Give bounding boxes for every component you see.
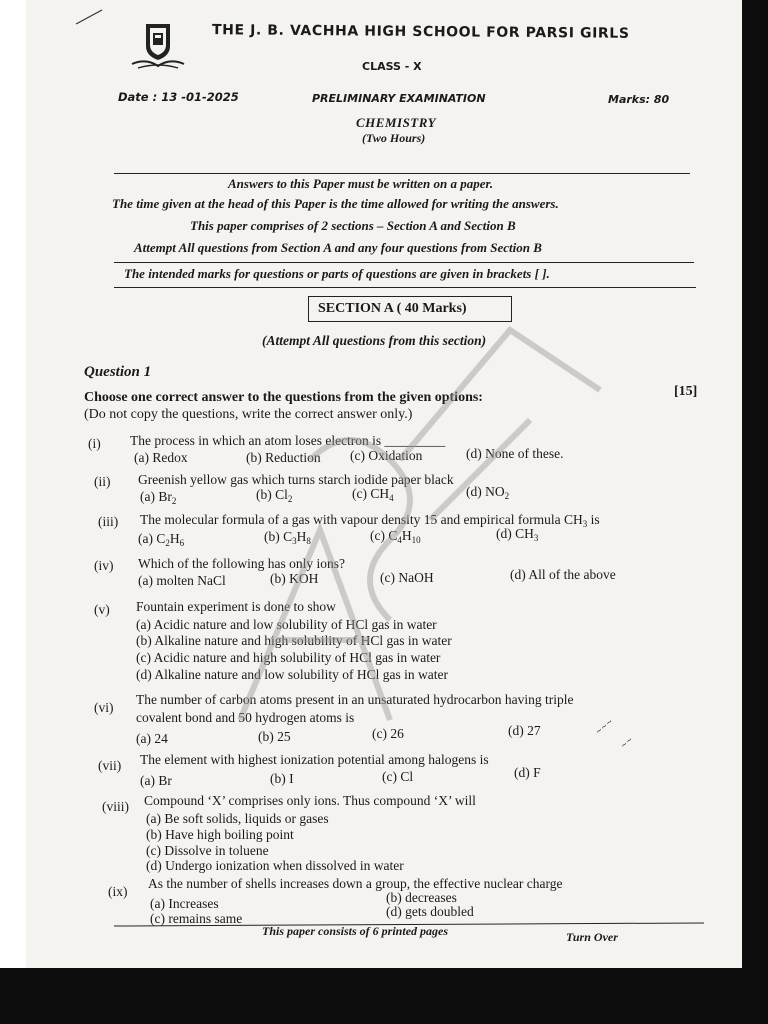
subscript: 2 bbox=[287, 494, 293, 504]
option: (d) None of these. bbox=[466, 446, 564, 461]
item-number: (viii) bbox=[102, 799, 129, 814]
question-title: Question 1 bbox=[84, 364, 152, 380]
exam-name: PRELIMINARY EXAMINATION bbox=[312, 92, 486, 105]
item-stem: The molecular formula of a gas with vapour density 15 and empirical formula $CH_3$ is bbox=[140, 512, 600, 529]
option: (a) Be soft solids, liquids or gases bbox=[146, 811, 329, 826]
subject-title: CHEMISTRY bbox=[356, 115, 437, 130]
option: (a) Increases bbox=[150, 896, 219, 911]
instruction-line: Answers to this Paper must be written on a paper. bbox=[228, 176, 494, 191]
option: (b) Reduction bbox=[246, 450, 321, 465]
option: (a) Br bbox=[140, 773, 172, 788]
option bbox=[466, 484, 509, 501]
item-stem: The process in which an atom loses electron is _________ bbox=[130, 433, 446, 448]
option: (d) F bbox=[514, 765, 541, 780]
option bbox=[140, 489, 176, 506]
turn-over-note: Turn Over bbox=[566, 930, 618, 944]
option: (b) Alkaline nature and high solubility of HCl gas in water bbox=[136, 633, 452, 648]
option: (a) 24 bbox=[136, 731, 168, 746]
subscript: 2 bbox=[504, 491, 510, 501]
exam-date: Date : 13 -01-2025 bbox=[118, 90, 239, 104]
item-number: (vi) bbox=[94, 700, 114, 715]
item-stem: The element with highest ionization potential among halogens is bbox=[140, 752, 489, 767]
option: (c) remains same bbox=[150, 911, 243, 926]
option-text: (d) CH bbox=[496, 526, 534, 541]
option: (a) molten NaCl bbox=[138, 573, 226, 588]
option-text: (b) Cl bbox=[256, 487, 288, 502]
divider bbox=[114, 262, 694, 263]
school-name: THE J. B. VACHHA HIGH SCHOOL FOR PARSI GIRLS bbox=[211, 22, 630, 42]
item-number: (ix) bbox=[108, 884, 128, 899]
question-instruction: Choose one correct answer to the questions from the given options: bbox=[84, 390, 483, 405]
option-text: (c) CH bbox=[352, 486, 390, 501]
option: (d) Undergo ionization when dissolved in water bbox=[146, 858, 404, 873]
section-title: SECTION A ( 40 Marks) bbox=[318, 301, 467, 316]
option-text: (c) C bbox=[370, 528, 398, 543]
option: (b) KOH bbox=[270, 571, 319, 586]
option: (d) gets doubled bbox=[386, 904, 474, 919]
option: (d) 27 bbox=[508, 723, 541, 738]
item-number: (iv) bbox=[94, 558, 114, 573]
item-stem: The number of carbon atoms present in an unsaturated hydrocarbon having triple bbox=[136, 692, 574, 707]
total-marks: Marks: 80 bbox=[608, 93, 670, 106]
question-marks: [15] bbox=[674, 384, 698, 399]
instruction-line: This paper comprises of 2 sections – Section A and Section B bbox=[190, 218, 516, 233]
divider bbox=[114, 173, 690, 174]
exam-duration: (Two Hours) bbox=[362, 131, 426, 145]
option: (b) decreases bbox=[386, 890, 457, 905]
option-text: (a) C bbox=[138, 531, 166, 546]
option: (b) 25 bbox=[258, 729, 291, 744]
item-number: (ii) bbox=[94, 474, 111, 489]
option: (c) NaOH bbox=[380, 570, 434, 585]
section-attempt-note: (Attempt All questions from this section) bbox=[262, 333, 487, 348]
option: (c) $C_4H_{10}$ bbox=[370, 528, 421, 545]
stem-text: is bbox=[587, 512, 600, 527]
option: (b) Have high boiling point bbox=[146, 827, 294, 842]
option: (a) $C_2H_6$ bbox=[138, 531, 185, 548]
option: (a) Redox bbox=[134, 450, 188, 465]
item-stem: Fountain experiment is done to show bbox=[136, 599, 336, 614]
option: (d) Alkaline nature and low solubility of HCl gas in water bbox=[136, 667, 448, 682]
option-text: (a) Br bbox=[140, 489, 172, 504]
option: (c) Dissolve in toluene bbox=[146, 843, 269, 858]
class-label: CLASS - X bbox=[362, 60, 422, 73]
scan-background-bottom bbox=[0, 968, 768, 1024]
item-number: (i) bbox=[88, 436, 101, 451]
item-number: (v) bbox=[94, 602, 110, 617]
item-stem: Greenish yellow gas which turns starch iodide paper black bbox=[138, 472, 454, 487]
pen-mark bbox=[74, 6, 104, 26]
stem-text: The molecular formula of a gas with vapour density 15 and empirical formula CH bbox=[140, 512, 583, 527]
handwritten-note: ~~~ bbox=[593, 716, 615, 737]
option: (c) Acidic nature and high solubility of HCl gas in water bbox=[136, 650, 441, 665]
option-text: (b) C bbox=[264, 529, 293, 544]
option: (d) All of the above bbox=[510, 567, 616, 582]
option: (c) 26 bbox=[372, 726, 404, 741]
divider bbox=[114, 287, 696, 288]
option-text: (d) NO bbox=[466, 484, 505, 499]
option bbox=[256, 487, 292, 504]
option: (c) Oxidation bbox=[350, 448, 423, 463]
option: (c) Cl bbox=[382, 769, 414, 784]
item-stem: Which of the following has only ions? bbox=[138, 556, 345, 571]
item-stem: As the number of shells increases down a group, the effective nuclear charge bbox=[148, 876, 563, 891]
instruction-line: Attempt All questions from Section A and any four questions from Section B bbox=[134, 240, 542, 255]
option: (b) I bbox=[270, 771, 294, 786]
item-number: (vii) bbox=[98, 758, 122, 773]
instruction-line: The intended marks for questions or parts of questions are given in brackets [ ]. bbox=[124, 266, 550, 281]
item-stem: covalent bond and 50 hydrogen atoms is bbox=[136, 710, 355, 725]
school-crest-icon bbox=[128, 20, 188, 72]
option: (a) Acidic nature and low solubility of HCl gas in water bbox=[136, 617, 437, 632]
page-count-note: This paper consists of 6 printed pages bbox=[262, 924, 449, 938]
instruction-line: The time given at the head of this Paper is the time allowed for writing the answers. bbox=[112, 196, 559, 211]
subscript: 2 bbox=[171, 496, 177, 506]
subscript: 4 bbox=[389, 493, 394, 503]
option: (b) $C_3H_8$ bbox=[264, 529, 311, 546]
item-number: (iii) bbox=[98, 514, 119, 529]
question-note: (Do not copy the questions, write the correct answer only.) bbox=[84, 407, 413, 422]
handwritten-note: ~~ bbox=[618, 734, 635, 751]
option bbox=[352, 486, 394, 503]
option: (d) $CH_3$ bbox=[496, 526, 539, 543]
item-stem: Compound ‘X’ comprises only ions. Thus compound ‘X’ will bbox=[144, 793, 476, 808]
scan-background-right bbox=[742, 0, 768, 1024]
